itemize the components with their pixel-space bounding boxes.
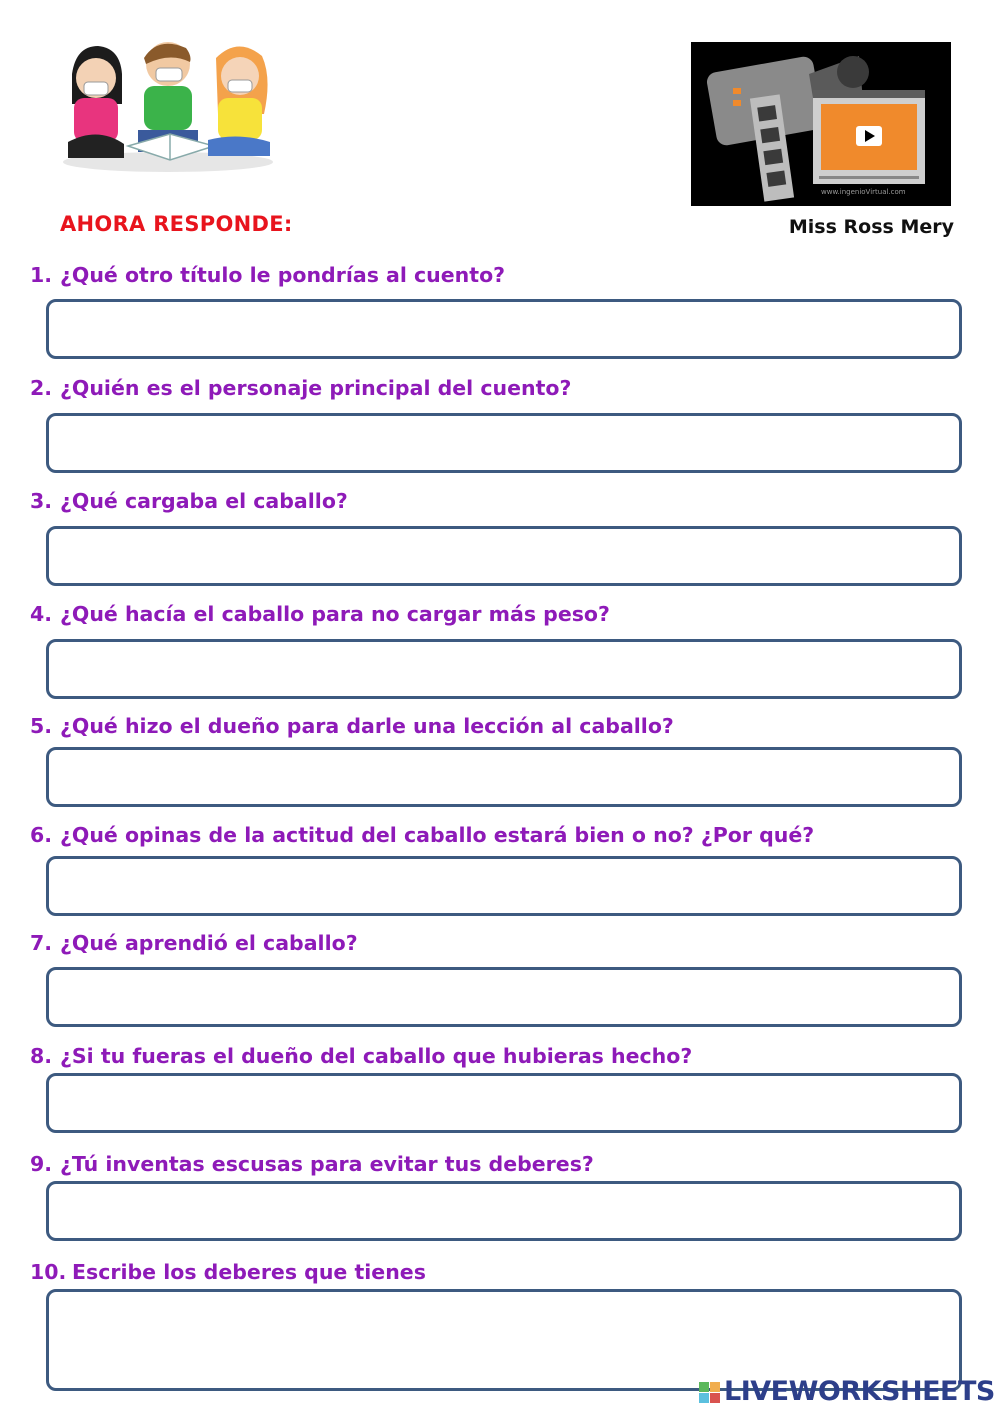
question-text: ¿Qué hacía el caballo para no cargar más peso? (60, 602, 610, 626)
answer-field-9[interactable] (46, 1181, 962, 1241)
question-text: ¿Si tu fueras el dueño del caballo que hubieras hecho? (60, 1044, 693, 1068)
question-number: 4. (30, 602, 53, 626)
video-caption: www.ingenioVirtual.com (821, 188, 906, 196)
question-7 (30, 931, 358, 955)
answer-field-1[interactable] (46, 299, 962, 359)
question-text: ¿Qué aprendió el caballo? (60, 931, 358, 955)
question-text: ¿Qué cargaba el caballo? (60, 489, 348, 513)
question-text: ¿Qué otro título le pondrías al cuento? (60, 263, 506, 287)
children-reading-illustration (58, 34, 280, 176)
question-number: 8. (30, 1044, 53, 1068)
question-2 (30, 376, 571, 400)
question-text: ¿Quién es el personaje principal del cuento? (60, 376, 572, 400)
question-10 (30, 1260, 426, 1284)
question-number: 3. (30, 489, 53, 513)
question-1 (30, 263, 505, 287)
video-graphic (691, 42, 951, 206)
question-number: 7. (30, 931, 53, 955)
question-text: ¿Tú inventas escusas para evitar tus deberes? (60, 1152, 594, 1176)
question-number: 2. (30, 376, 53, 400)
answer-field-7[interactable] (46, 967, 962, 1027)
answer-field-4[interactable] (46, 639, 962, 699)
question-number: 9. (30, 1152, 53, 1176)
question-number: 6. (30, 823, 53, 847)
video-camera-icon (691, 42, 951, 206)
answer-field-6[interactable] (46, 856, 962, 916)
question-3 (30, 489, 348, 513)
answer-field-5[interactable] (46, 747, 962, 807)
question-5 (30, 714, 674, 738)
question-number: 5. (30, 714, 53, 738)
author-name: Miss Ross Mery (788, 216, 954, 238)
question-4 (30, 602, 610, 626)
question-number: 10. (30, 1260, 67, 1284)
question-number: 1. (30, 263, 53, 287)
answer-field-2[interactable] (46, 413, 962, 473)
question-text: ¿Qué opinas de la actitud del caballo estará bien o no? ¿Por qué? (60, 823, 815, 847)
answer-field-3[interactable] (46, 526, 962, 586)
question-text: ¿Qué hizo el dueño para darle una lección al caballo? (60, 714, 674, 738)
question-6 (30, 823, 814, 847)
liveworksheets-brand[interactable]: LIVEWORKSHEETS (724, 1376, 995, 1407)
question-9 (30, 1152, 594, 1176)
question-8 (30, 1044, 692, 1068)
question-text: Escribe los deberes que tienes (72, 1260, 426, 1284)
instructions-heading: AHORA RESPONDE: (60, 212, 293, 236)
answer-field-8[interactable] (46, 1073, 962, 1133)
